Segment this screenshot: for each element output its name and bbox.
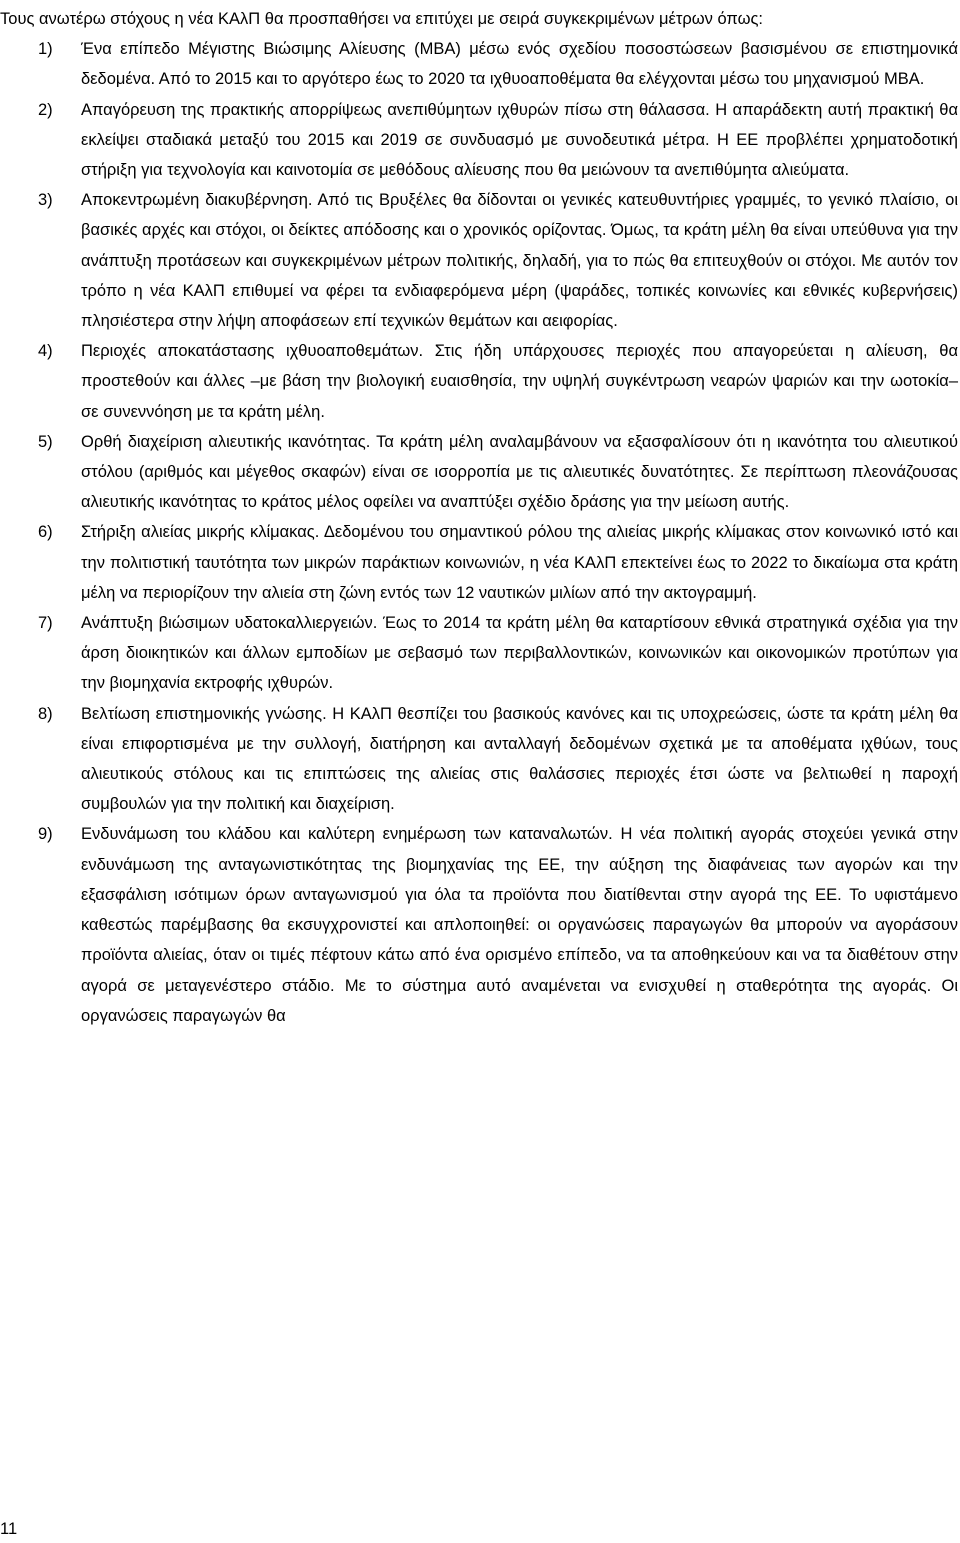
- list-item: [0, 517, 958, 608]
- list-item-number: 3): [38, 191, 53, 210]
- intro-paragraph: Τους ανωτέρω στόχους η νέα ΚΑλΠ θα προσπαθήσει να επιτύχει με σειρά συγκεκριμένων μέτρων όπως:: [0, 10, 764, 28]
- list-item: [0, 699, 958, 820]
- list-item-text: Βελτίωση επιστημονικής γνώσης. Η ΚΑλΠ θεσπίζει του βασικούς κανόνες και τις υποχρεώσεις, ώστε τα κράτη μέλη θα είναι επιφορτισμένα με την συλλογή, διατήρηση και ανταλλαγή δεδομένων σχετικά με τα αποθέματα ιχθύων, τους αλιευτικούς στόλους και τις επιπτώσεις της αλιείας στις θαλάσσιες περιοχές έτσι ώστε να βελτιωθεί η παροχή συμβουλών για την πολιτική και διαχείριση.: [81, 704, 958, 814]
- list-item: [0, 608, 958, 699]
- list-item-text: Περιοχές αποκατάστασης ιχθυοαποθεμάτων. Στις ήδη υπάρχουσες περιοχές που απαγορεύεται η αλίευση, θα προστεθούν και άλλες –με βάση την βιολογική ευαισθησία, την υψηλή συγκέντρωση νεαρών ψαριών και την ωοτοκία– σε συνεννόηση με τα κράτη μέλη.: [81, 342, 958, 421]
- list-item-number: 5): [38, 432, 53, 451]
- list-item-text: Ορθή διαχείριση αλιευτικής ικανότητας. Τα κράτη μέλη αναλαμβάνουν να εξασφαλίσουν ότι η ικανότητα του αλιευτικού στόλου (αριθμός και μέγεθος σκαφών) είναι σε ισορροπία με τις αλιευτικές δυνατότητες. Σε περίπτωση πλεονάζουσας αλιευτικής ικανότητας το κράτος μέλος οφείλει να αναπτύξει σχέδιο δράσης για την μείωση αυτής.: [81, 432, 958, 512]
- list-item-text: Στήριξη αλιείας μικρής κλίμακας. Δεδομένου του σημαντικού ρόλου της αλιείας μικρής κλίμακας στον κοινωνικό ιστό και την πολιτιστική ταυτότητα των μικρών παράκτιων κοινωνιών, η νέα ΚΑλΠ επεκτείνει έως το 2022 το δικαίωμα στα κράτη μέλη να περιορίζουν την αλιεία στη ζώνη εντός των 12 ναυτικών μιλίων από την ακτογραμμή.: [81, 523, 958, 602]
- list-item: [0, 185, 958, 336]
- list-item-text: Ανάπτυξη βιώσιμων υδατοκαλλιεργειών. Έως το 2014 τα κράτη μέλη θα καταρτίσουν εθνικά στρατηγικά σχέδια για την άρση διοικητικών και άλλων εμποδίων με σεβασμό των περιβαλλοντικών, κοινωνικών και οικονομικών προτύπων για την βιομηχανία εκτροφής ιχθυρών.: [81, 614, 958, 693]
- measures-list: [0, 34, 958, 1031]
- list-item: [0, 427, 958, 518]
- list-item: [0, 336, 958, 427]
- list-item-number: 4): [38, 342, 53, 361]
- list-item-number: 1): [38, 40, 53, 59]
- list-item: [0, 819, 958, 1030]
- list-item-number: 7): [38, 614, 53, 633]
- list-item-number: 8): [38, 704, 53, 723]
- list-item-text: Αποκεντρωμένη διακυβέρνηση. Από τις Βρυξέλες θα δίδονται οι γενικές κατευθυντήριες γραμμές, το γενικό πλαίσιο, οι βασικές αρχές και στόχοι, οι δείκτες απόδοσης και ο χρονικός ορίζοντας. Όμως, τα κράτη μέλη θα είναι υπεύθυνα για την ανάπτυξη προτάσεων και συγκεκριμένων μέτρων πολιτικής, δηλαδή, για το πώς θα επιτευχθούν οι στόχοι. Με αυτόν τον τρόπο η νέα ΚΑλΠ επιθυμεί να φέρει τα ενδιαφερόμενα μέρη (ψαράδες, τοπικές κοινωνίες και εθνικές κυβερνήσεις) πλησιέστερα στην λήψη αποφάσεων επί τεχνικών θεμάτων και αειφορίας.: [81, 191, 958, 331]
- list-item: [0, 95, 958, 186]
- page-number: 11: [0, 1520, 18, 1538]
- document-body: [0, 4, 958, 1031]
- list-item-number: 6): [38, 523, 53, 542]
- list-item-text: Ένα επίπεδο Μέγιστης Βιώσιμης Αλίευσης (ΜΒΑ) μέσω ενός σχεδίου ποσοστώσεων βασισμένου σε επιστημονικά δεδομένα. Από το 2015 και το αργότερο έως το 2020 τα ιχθυοαποθέματα θα ελέγχονται μέσω του μηχανισμού ΜΒΑ.: [81, 40, 958, 89]
- list-item: [0, 34, 958, 94]
- list-item-number: 2): [38, 100, 53, 119]
- list-item-text: Ενδυνάμωση του κλάδου και καλύτερη ενημέρωση των καταναλωτών. Η νέα πολιτική αγοράς στοχεύει γενικά στην ενδυνάμωση της ανταγωνιστικότητας της βιομηχανίας της ΕΕ, την αύξηση της διαφάνειας των αγορών και την εξασφάλιση ισότιμων όρων ανταγωνισμού για όλα τα προϊόντα που διατίθενται στην αγορά της ΕΕ. Το υφιστάμενο καθεστώς παρέμβασης θα εκσυγχρονιστεί και απλοποιηθεί: οι οργανώσεις παραγωγών θα μπορούν να αγοράσουν προϊόντα αλιείας, όταν οι τιμές πέφτουν κάτω από ένα ορισμένο επίπεδο, να τα αποθηκεύουν και να τα διαθέτουν στην αγορά σε μεταγενέστερο στάδιο. Με το σύστημα αυτό αναμένεται να ενισχυθεί η σταθερότητα της αγοράς. Οι οργανώσεις παραγωγών θα: [81, 825, 958, 1025]
- list-item-number: 9): [38, 825, 53, 844]
- list-item-text: Απαγόρευση της πρακτικής απορρίψεως ανεπιθύμητων ιχθυρών πίσω στη θάλασσα. Η απαράδεκτη αυτή πρακτική θα εκλείψει σταδιακά μεταξύ του 2015 και 2019 σε συνδυασμό με συνοδευτικά μέτρα. Η ΕΕ προβλέπει χρηματοδοτική στήριξη για τεχνολογία και καινοτομία σε μεθόδους αλίευσης που θα μειώνουν τα ανεπιθύμητα αλιεύματα.: [81, 100, 958, 180]
